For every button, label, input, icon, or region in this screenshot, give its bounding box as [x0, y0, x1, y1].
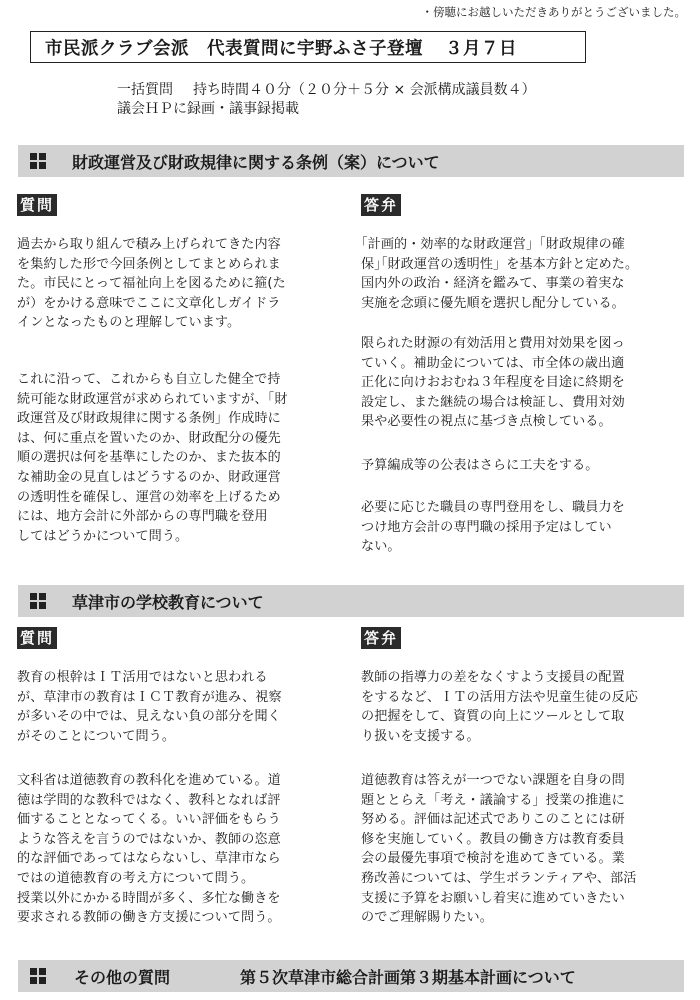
question-paragraph: 文科省は道徳教育の教科化を進めている。道 徳は学問的な教科ではなく、教科となれば評 価することとなってくる。いい評価をもらう ような答えを言うのではないか、教師の恣意 的な評価であってはならないし、草津市なら ではの道徳教育の考え方について問う。 授業以外にかかる時間が多く、多忙な働きを 要求される教師の働き方支援について問う。 — [17, 773, 281, 926]
answer-paragraph: 限られた財源の有効活用と費用対効果を図っ ていく。補助金については、市全体の歳出適 正化に向けおおむね３年程度を目途に終期を 設定し、また継続の場合は検証し、費用対効 果や必要性の視点に基づき点検している。 — [361, 336, 625, 430]
page-title-box — [30, 31, 586, 63]
time-allotment: 持ち時間４０分（２０分＋５分 × 会派構成議員数４） — [193, 82, 536, 98]
section-title: その他の質問 — [74, 967, 171, 987]
question-paragraph: 教育の根幹はＩＴ活用ではないと思われる が、草津市の教育はＩＣＴ教育が進み、視察 が多いその中では、見えない負の部分を聞く がそのことについて問う。 — [17, 670, 282, 744]
section-header-finance — [18, 145, 684, 177]
answer-badge: 答弁 — [361, 194, 401, 216]
answer-badge: 答弁 — [361, 627, 401, 649]
section-header-other — [18, 960, 684, 992]
session-format — [117, 79, 536, 99]
section-subtitle: 第５次草津市総合計画第３期基本計画について — [240, 967, 576, 987]
answer-paragraph: 予算編成等の公表はさらに工夫をする。 — [361, 458, 599, 473]
grid-squares-icon — [30, 593, 46, 609]
question-badge: 質問 — [17, 194, 57, 216]
question-paragraph: 過去から取り組んで積み上げられてきた内容 を集約した形で今回条例としてまとめられま た。市民にとって福祉向上を図るために箍(た が）をかける意味でここに文章化しガイドラ インとなったものと理解しています。 — [17, 237, 286, 331]
question-format: 一括質問 — [117, 82, 173, 98]
recording-note: 議会ＨＰに録画・議事録掲載 — [117, 101, 299, 117]
grid-squares-icon — [30, 968, 46, 984]
question-paragraph: これに沿って、これからも自立した健全で持 続可能な財政運営が求められていますが、｢財 政運営及び財政規律に関する条例」作成時に は、何に重点を置いたのか、財政配分の優先 順の選択は何を基準にしたのか、また抜本的 な補助金の見直しはどうするのか、財政運営 の透明性を確保し、運営の効率を上げるため には、地方会計に外部からの専門職を登用 してはどうかについて問う。 — [17, 372, 288, 544]
session-date: ３月７日 — [445, 38, 517, 59]
thanks-note: ・傍聴にお越しいただきありがとうございました。 — [421, 5, 686, 19]
page-title: 市民派クラブ会派 代表質問に宇野ふさ子登壇 — [45, 38, 423, 59]
answer-paragraph: 道徳教育は答えが一つでない課題を自身の問 題ととらえ「考え・議論する」授業の推進に 努める。評価は記述式でありこのことには研 修を実施していく。教員の働き方は教育委員 会の最優先事項で検討を進めてきている。業 務改善については、学生ボランティアや、部活 支援に予算をお願いし着実に進めていきたい のでご理解賜りたい。 — [361, 773, 637, 926]
section-title: 草津市の学校教育について — [72, 592, 264, 612]
answer-paragraph: ｢計画的・効率的な財政運営」｢財政規律の確 保｣｢財政運営の透明性」を基本方針と定めた。 国内外の政治・経済を鑑みて、事業の着実な 実施を念頭に優先順を選択し配分している。 — [361, 237, 639, 311]
section-title: 財政運営及び財政規律に関する条例（案）について — [72, 152, 440, 172]
answer-paragraph: 必要に応じた職員の専門登用をし、職員力を つけ地方会計の専門職の採用予定はしてい ない。 — [361, 500, 625, 555]
question-badge: 質問 — [17, 627, 57, 649]
section-header-education — [18, 585, 684, 617]
grid-squares-icon — [30, 153, 46, 169]
answer-paragraph: 教師の指導力の差をなくすよう支援員の配置 をするなど、ＩＴの活用方法や児童生徒の反応 の把握をして、資質の向上にツールとして取 り扱いを支援する。 — [361, 670, 639, 744]
